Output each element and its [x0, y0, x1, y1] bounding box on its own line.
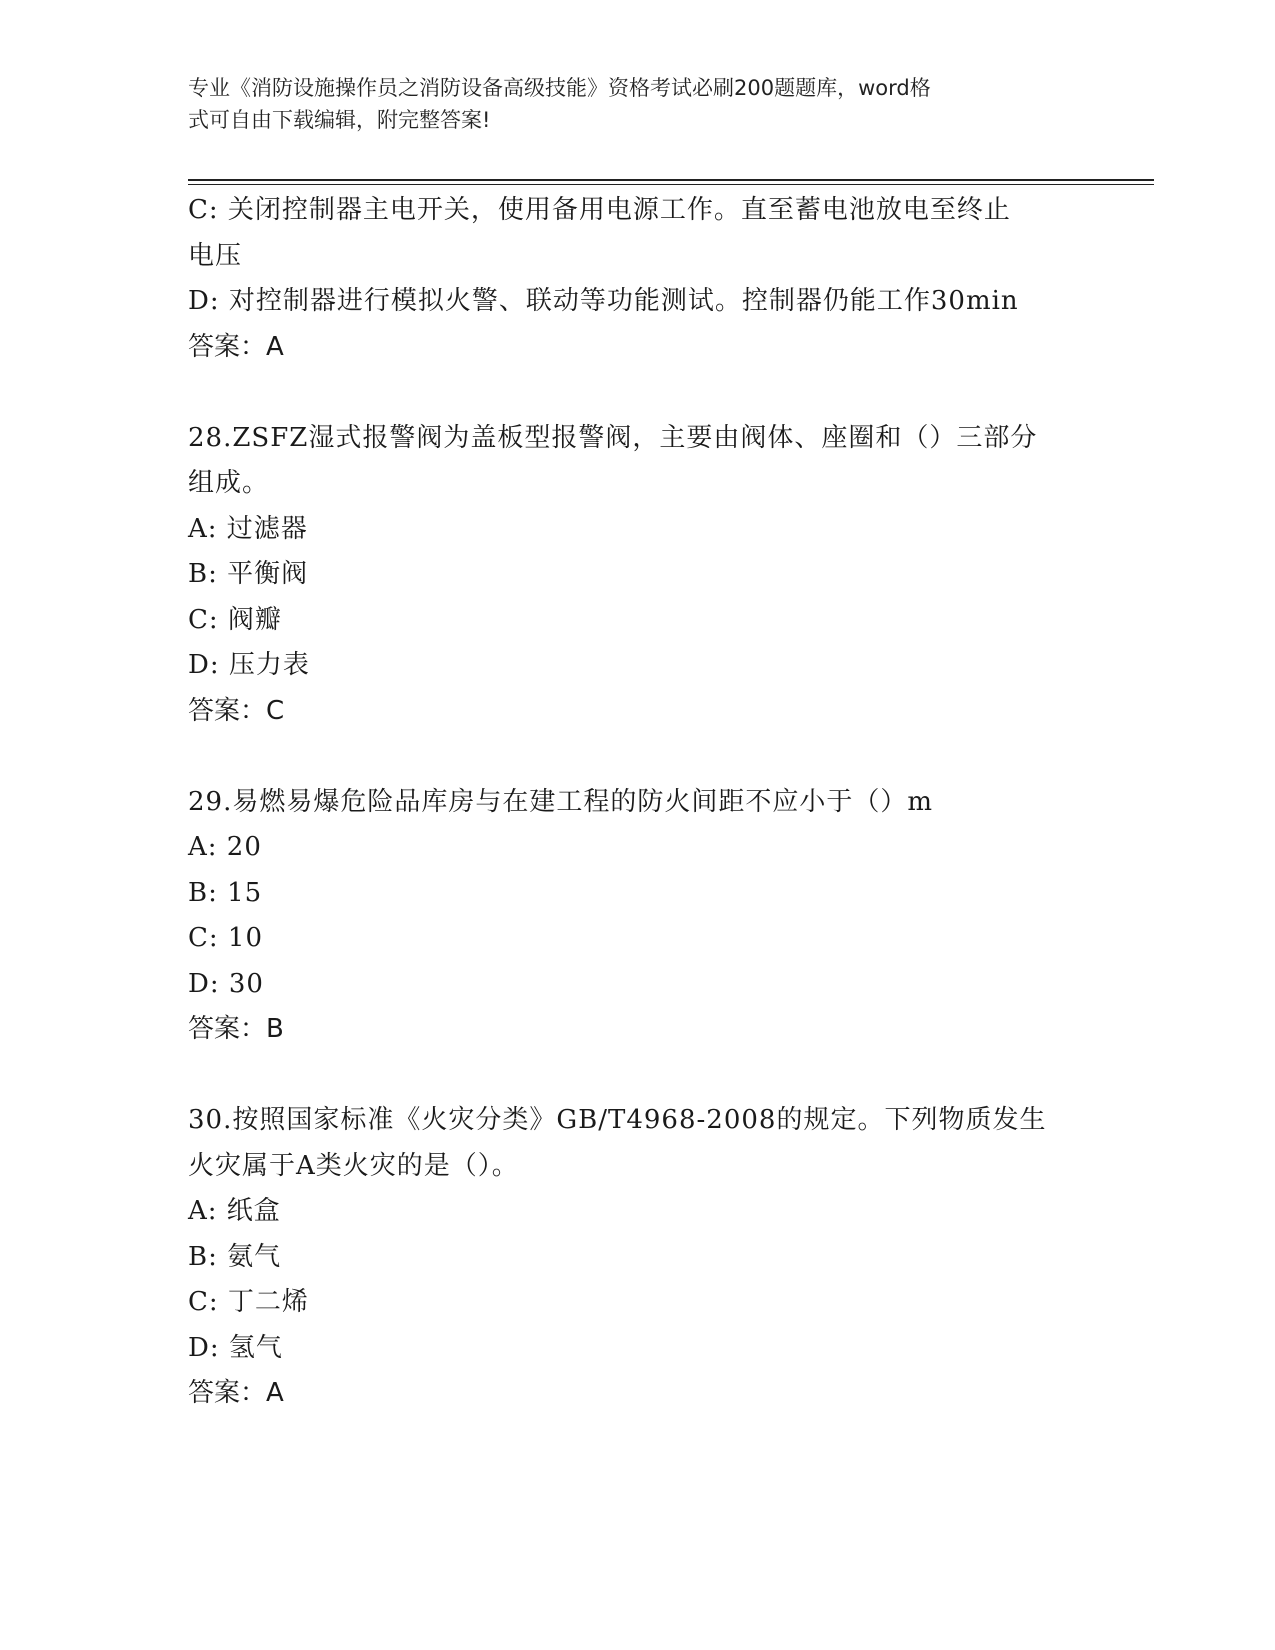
- option-c-continued: 电压: [188, 240, 243, 271]
- question-stem: 30.按照国家标准《火灾分类》GB/T4968-2008的规定。下列物质发生: [188, 1105, 1047, 1135]
- option-d: D: 氢气: [188, 1332, 283, 1363]
- option-d: D: 30: [188, 968, 264, 999]
- question-29: [188, 780, 1088, 1053]
- option-d: D: 对控制器进行模拟火警、联动等功能测试。控制器仍能工作30min: [188, 286, 1019, 316]
- question-stem: 29.易燃易爆危险品库房与在建工程的防火间距不应小于（）m: [188, 786, 934, 817]
- answer: 答案：A: [188, 331, 284, 362]
- option-c: C: 关闭控制器主电开关，使用备用电源工作。直至蓄电池放电至终止: [188, 195, 1011, 225]
- question-27-continued: [188, 188, 1088, 370]
- question-28: [188, 416, 1088, 735]
- question-stem-continued: 组成。: [188, 468, 270, 498]
- answer: 答案：B: [188, 1014, 284, 1044]
- option-c: C: 10: [188, 923, 264, 953]
- spacer: [188, 370, 1088, 416]
- question-list: [188, 188, 1088, 1417]
- header-divider: [188, 179, 1154, 181]
- question-30: [188, 1098, 1088, 1417]
- header-line: 式可自由下载编辑，附完整答案!: [188, 108, 491, 132]
- question-stem: 28.ZSFZ湿式报警阀为盖板型报警阀，主要由阀体、座圈和（）三部分: [188, 422, 1038, 453]
- option-c: C: 丁二烯: [188, 1287, 309, 1317]
- document-header: [188, 72, 1068, 136]
- option-a: A: 20: [188, 832, 262, 862]
- option-b: B: 平衡阀: [188, 559, 309, 589]
- spacer: [188, 734, 1088, 780]
- spacer: [188, 1053, 1088, 1099]
- option-a: A: 纸盒: [188, 1196, 281, 1226]
- answer: 答案：A: [188, 1378, 284, 1408]
- option-b: B: 氨气: [188, 1241, 282, 1272]
- option-c: C: 阀瓣: [188, 604, 282, 635]
- header-line: 专业《消防设施操作员之消防设备高级技能》资格考试必刷200题题库，word格: [188, 76, 931, 100]
- question-stem-continued: 火灾属于A类火灾的是（）。: [188, 1150, 519, 1181]
- option-b: B: 15: [188, 877, 263, 908]
- answer: 答案：C: [188, 695, 285, 726]
- header-divider-thin: [188, 184, 1154, 185]
- option-d: D: 压力表: [188, 650, 310, 680]
- option-a: A: 过滤器: [188, 513, 308, 544]
